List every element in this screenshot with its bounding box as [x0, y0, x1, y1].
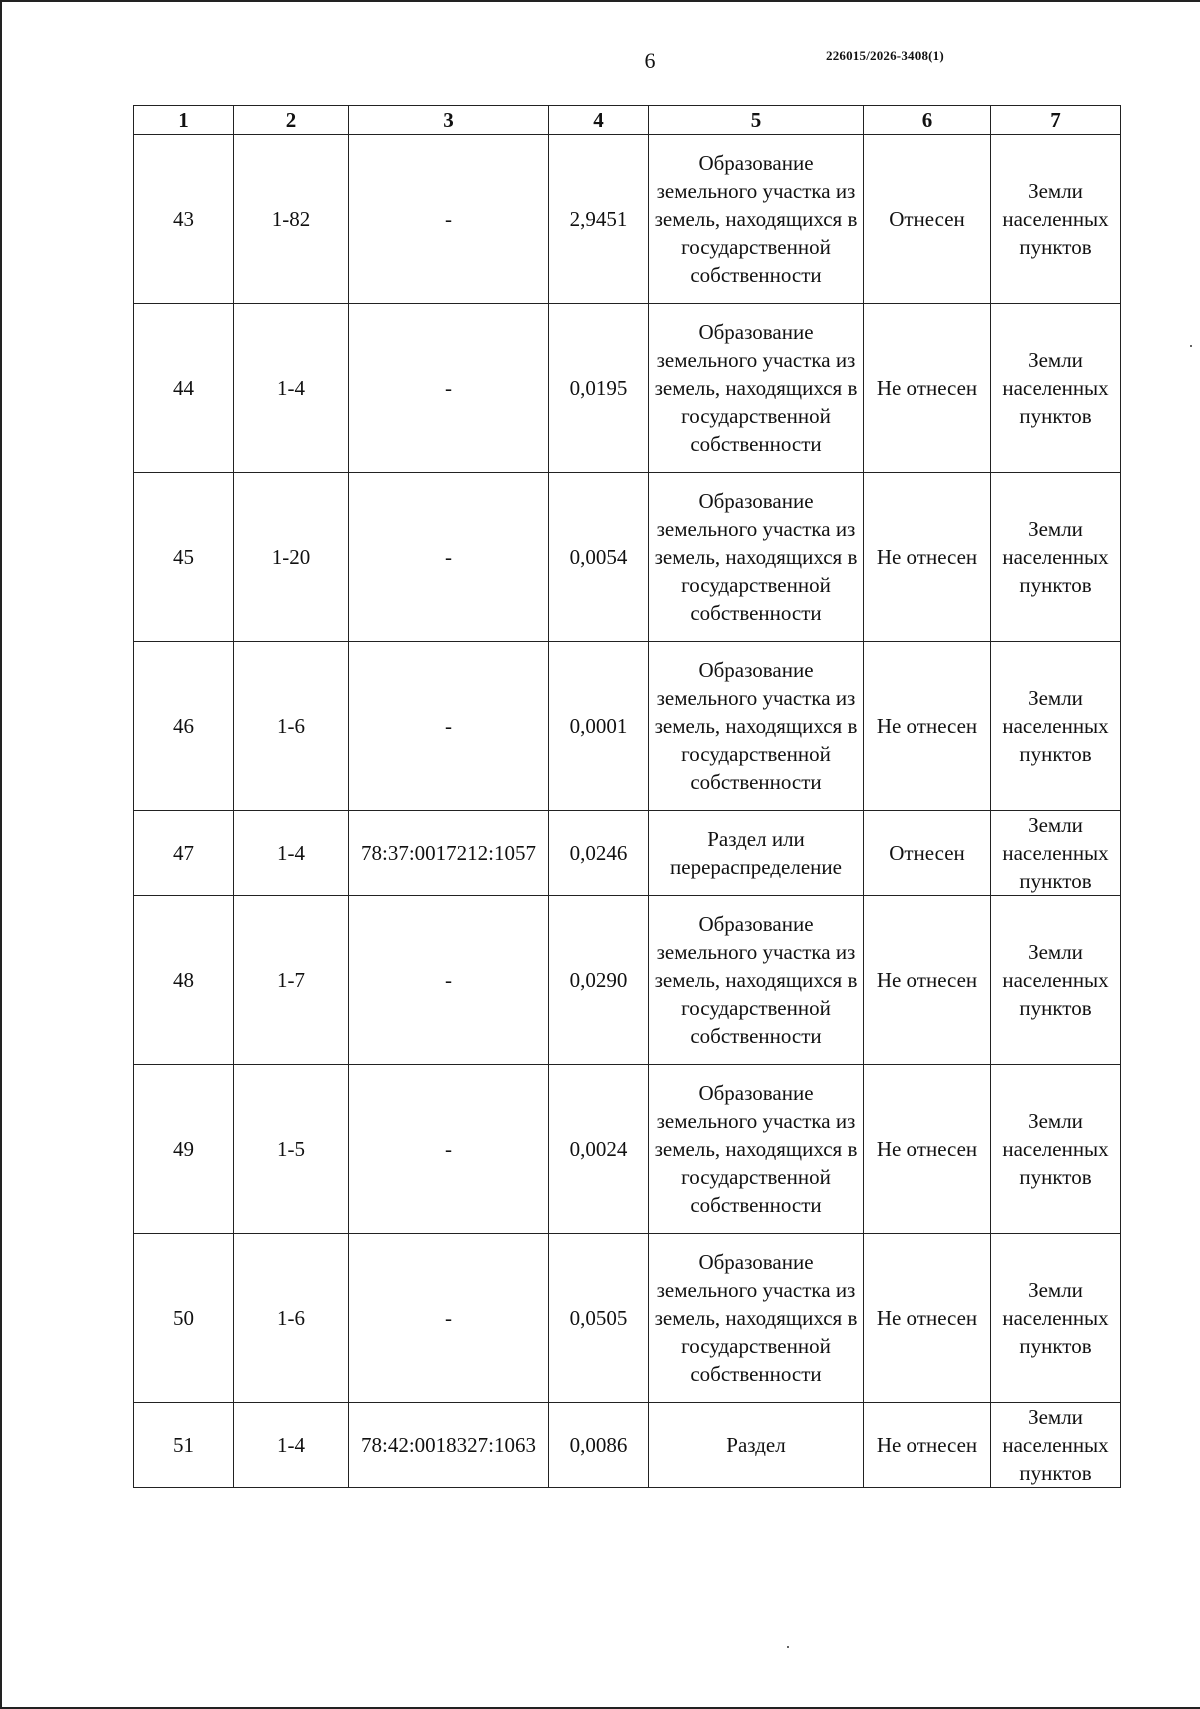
- area-cell: 0,0505: [549, 1234, 649, 1403]
- land-category-cell: Земли населенных пунктов: [991, 1065, 1121, 1234]
- area-cell: 0,0195: [549, 304, 649, 473]
- point-range-cell: 1-5: [234, 1065, 349, 1234]
- table-row: [134, 1065, 1121, 1234]
- cadastral-number-cell: 78:37:0017212:1057: [349, 811, 549, 896]
- table-row: [134, 304, 1121, 473]
- row-number-cell: 50: [134, 1234, 234, 1403]
- column-header-4: 4: [549, 106, 649, 135]
- column-header-6: 6: [864, 106, 991, 135]
- formation-method-cell: Образование земельного участка из земель, находящихся в государственной собственности: [649, 1234, 864, 1403]
- cadastral-number-cell: -: [349, 642, 549, 811]
- point-range-cell: 1-4: [234, 1403, 349, 1488]
- scan-speck: [787, 1646, 789, 1648]
- row-number-cell: 43: [134, 135, 234, 304]
- land-category-cell: Земли населенных пунктов: [991, 896, 1121, 1065]
- column-header-7: 7: [991, 106, 1121, 135]
- cadastral-number-cell: 78:42:0018327:1063: [349, 1403, 549, 1488]
- scan-speck: [1190, 345, 1192, 347]
- row-number-cell: 45: [134, 473, 234, 642]
- land-category-cell: Земли населенных пунктов: [991, 304, 1121, 473]
- status-cell: Отнесен: [864, 811, 991, 896]
- area-cell: 0,0290: [549, 896, 649, 1065]
- formation-method-cell: Раздел: [649, 1403, 864, 1488]
- area-cell: 0,0246: [549, 811, 649, 896]
- status-cell: Не отнесен: [864, 1065, 991, 1234]
- area-cell: 0,0054: [549, 473, 649, 642]
- status-cell: Отнесен: [864, 135, 991, 304]
- formation-method-cell: Образование земельного участка из земель, находящихся в государственной собственности: [649, 473, 864, 642]
- column-header-1: 1: [134, 106, 234, 135]
- point-range-cell: 1-4: [234, 304, 349, 473]
- land-category-cell: Земли населенных пунктов: [991, 811, 1121, 896]
- formation-method-cell: Образование земельного участка из земель, находящихся в государственной собственности: [649, 896, 864, 1065]
- point-range-cell: 1-6: [234, 1234, 349, 1403]
- point-range-cell: 1-7: [234, 896, 349, 1065]
- land-category-cell: Земли населенных пунктов: [991, 642, 1121, 811]
- point-range-cell: 1-4: [234, 811, 349, 896]
- status-cell: Не отнесен: [864, 304, 991, 473]
- cadastral-number-cell: -: [349, 304, 549, 473]
- area-cell: 2,9451: [549, 135, 649, 304]
- table-row: [134, 811, 1121, 896]
- row-number-cell: 49: [134, 1065, 234, 1234]
- column-header-2: 2: [234, 106, 349, 135]
- cadastral-number-cell: -: [349, 1234, 549, 1403]
- cadastral-number-cell: -: [349, 896, 549, 1065]
- table-row: [134, 1403, 1121, 1488]
- cadastral-number-cell: -: [349, 473, 549, 642]
- area-cell: 0,0001: [549, 642, 649, 811]
- status-cell: Не отнесен: [864, 896, 991, 1065]
- table-row: [134, 473, 1121, 642]
- table-header-row: [134, 106, 1121, 135]
- point-range-cell: 1-82: [234, 135, 349, 304]
- column-header-3: 3: [349, 106, 549, 135]
- land-category-cell: Земли населенных пунктов: [991, 473, 1121, 642]
- formation-method-cell: Образование земельного участка из земель, находящихся в государственной собственности: [649, 1065, 864, 1234]
- formation-method-cell: Раздел или перераспределение: [649, 811, 864, 896]
- row-number-cell: 46: [134, 642, 234, 811]
- table-row: [134, 896, 1121, 1065]
- table-row: [134, 135, 1121, 304]
- status-cell: Не отнесен: [864, 1403, 991, 1488]
- land-category-cell: Земли населенных пунктов: [991, 1403, 1121, 1488]
- cadastral-number-cell: -: [349, 135, 549, 304]
- row-number-cell: 51: [134, 1403, 234, 1488]
- document-id: 226015/2026-3408(1): [826, 48, 944, 63]
- row-number-cell: 47: [134, 811, 234, 896]
- status-cell: Не отнесен: [864, 642, 991, 811]
- status-cell: Не отнесен: [864, 1234, 991, 1403]
- formation-method-cell: Образование земельного участка из земель, находящихся в государственной собственности: [649, 135, 864, 304]
- land-plot-table: [133, 105, 1121, 1488]
- table-row: [134, 1234, 1121, 1403]
- cadastral-number-cell: -: [349, 1065, 549, 1234]
- column-header-5: 5: [649, 106, 864, 135]
- land-category-cell: Земли населенных пунктов: [991, 135, 1121, 304]
- page-number: 6: [644, 48, 656, 73]
- status-cell: Не отнесен: [864, 473, 991, 642]
- row-number-cell: 44: [134, 304, 234, 473]
- table-row: [134, 642, 1121, 811]
- formation-method-cell: Образование земельного участка из земель, находящихся в государственной собственности: [649, 642, 864, 811]
- area-cell: 0,0024: [549, 1065, 649, 1234]
- row-number-cell: 48: [134, 896, 234, 1065]
- area-cell: 0,0086: [549, 1403, 649, 1488]
- point-range-cell: 1-20: [234, 473, 349, 642]
- land-category-cell: Земли населенных пунктов: [991, 1234, 1121, 1403]
- formation-method-cell: Образование земельного участка из земель, находящихся в государственной собственности: [649, 304, 864, 473]
- point-range-cell: 1-6: [234, 642, 349, 811]
